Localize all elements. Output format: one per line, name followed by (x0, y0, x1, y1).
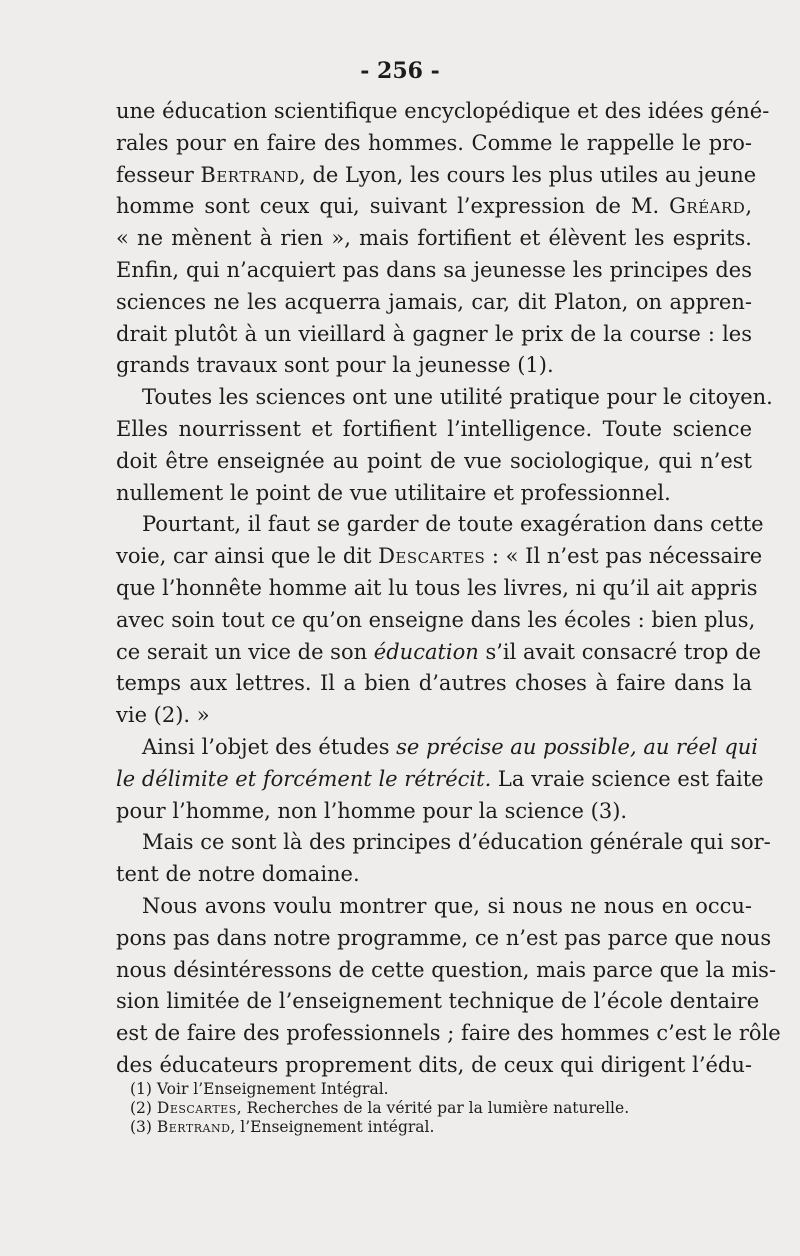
text-run: Mais ce sont là des principes d’éducation générale qui sor- (142, 830, 771, 855)
text-run: grands travaux sont pour la jeunesse (1). (116, 353, 554, 378)
footnote (130, 1080, 690, 1099)
text-run: , l’Enseignement intégral. (230, 1118, 435, 1136)
text-run: est de faire des professionnels ; faire des hommes c’est le rôle (116, 1021, 781, 1046)
text-line (116, 255, 752, 287)
text-line (116, 637, 762, 669)
text-line (116, 319, 752, 351)
text-run: temps aux lettres. Il a bien d’autres choses à faire dans la (116, 671, 752, 696)
text-run: doit être enseignée au point de vue sociologique, qui n’est (116, 448, 752, 473)
text-line (116, 1050, 752, 1082)
text-run: pour l’homme, non l’homme pour la science (3). (116, 798, 628, 823)
text-line (116, 223, 752, 255)
text-line (116, 827, 771, 859)
text-run: Descartes (156, 1099, 237, 1117)
text-run: avec soin tout ce qu’on enseigne dans les écoles : bien plus, (116, 607, 756, 632)
text-run: une éducation scientifique encyclopédique et des idées géné- (116, 99, 770, 123)
text-run: , (745, 194, 752, 219)
text-run: des éducateurs proprement dits, de ceux qui dirigent l’édu- (116, 1052, 752, 1077)
text-run: vie (2). » (116, 703, 210, 728)
text-run: se précise au possible, au réel qui (396, 734, 759, 759)
text-line (116, 191, 752, 223)
text-line (116, 1018, 781, 1050)
footnote (130, 1118, 690, 1137)
text-run: s’il avait consacré trop de (478, 639, 762, 664)
text-run: Enfin, qui n’acquiert pas dans sa jeunesse les principes des (116, 257, 752, 282)
text-run: drait plutôt à un vieillard à gagner le prix de la course : les (116, 321, 752, 346)
text-line (116, 160, 757, 192)
text-run: Ainsi l’objet des études (142, 734, 397, 759)
text-run: sion limitée de l’enseignement technique de l’école dentaire (116, 989, 760, 1014)
text-line (116, 605, 756, 637)
text-line (116, 923, 772, 955)
text-line (116, 446, 752, 478)
text-run: : « Il n’est pas nécessaire (485, 544, 763, 569)
text-run: le délimite et forcément le rétrécit. (116, 766, 492, 791)
text-run: pons pas dans notre programme, ce n’est pas parce que nous (116, 925, 772, 950)
text-line (116, 986, 760, 1018)
page-number: - 256 - (360, 58, 440, 84)
text-run: tent de notre domaine. (116, 862, 360, 887)
text-line (116, 509, 764, 541)
text-run: nullement le point de vue utilitaire et professionnel. (116, 480, 671, 505)
text-line (116, 128, 752, 160)
text-line (116, 668, 752, 700)
text-run: , Recherches de la vérité par la lumière naturelle. (236, 1099, 630, 1117)
text-line (116, 478, 752, 510)
text-line (116, 287, 752, 319)
text-run: « ne mènent à rien », mais fortifient et élèvent les esprits. (116, 226, 752, 251)
text-run: Elles nourrissent et fortifient l’intelligence. Toute science (116, 416, 752, 441)
text-run: homme sont ceux qui, suivant l’expression de M. (116, 194, 670, 219)
text-run: sciences ne les acquerra jamais, car, dit Platon, on appren- (116, 289, 752, 314)
text-line (116, 859, 752, 891)
text-line (116, 796, 752, 828)
text-run: Toutes les sciences ont une utilité pratique pour le citoyen. (142, 385, 773, 410)
text-run: ce serait un vice de son (116, 639, 374, 664)
text-line (116, 96, 770, 128)
text-run: Bertrand (200, 162, 300, 187)
text-run: Descartes (378, 544, 486, 569)
text-line (116, 891, 752, 923)
text-run: Gréard (669, 194, 746, 219)
text-line (116, 573, 758, 605)
text-line (116, 541, 763, 573)
text-line (116, 764, 764, 796)
footnotes (130, 1080, 690, 1137)
text-line (116, 350, 752, 382)
text-run: rales pour en faire des hommes. Comme le rappelle le pro- (116, 130, 752, 155)
footnote (130, 1099, 690, 1118)
text-run: La vraie science est faite (491, 766, 764, 791)
text-line (116, 732, 759, 764)
text-run: voie, car ainsi que le dit (116, 544, 379, 569)
text-line (116, 382, 773, 414)
body-text (116, 96, 781, 1082)
text-line (116, 955, 777, 987)
text-run: que l’honnête homme ait lu tous les livres, ni qu’il ait appris (116, 575, 758, 600)
text-run: (3) (130, 1118, 157, 1136)
text-run: Pourtant, il faut se garder de toute exagération dans cette (142, 512, 764, 537)
text-run: nous désintéressons de cette question, mais parce que la mis- (116, 957, 777, 982)
text-run: (1) Voir l’Enseignement Intégral. (130, 1080, 389, 1098)
text-run: éducation (373, 639, 479, 664)
text-run: Bertrand (156, 1118, 231, 1136)
text-line (116, 700, 752, 732)
text-run: fesseur (116, 162, 201, 187)
text-run: , de Lyon, les cours les plus utiles au jeune (299, 162, 757, 187)
text-line (116, 414, 752, 446)
text-run: Nous avons voulu montrer que, si nous ne nous en occu- (142, 893, 752, 918)
text-run: (2) (130, 1099, 157, 1117)
